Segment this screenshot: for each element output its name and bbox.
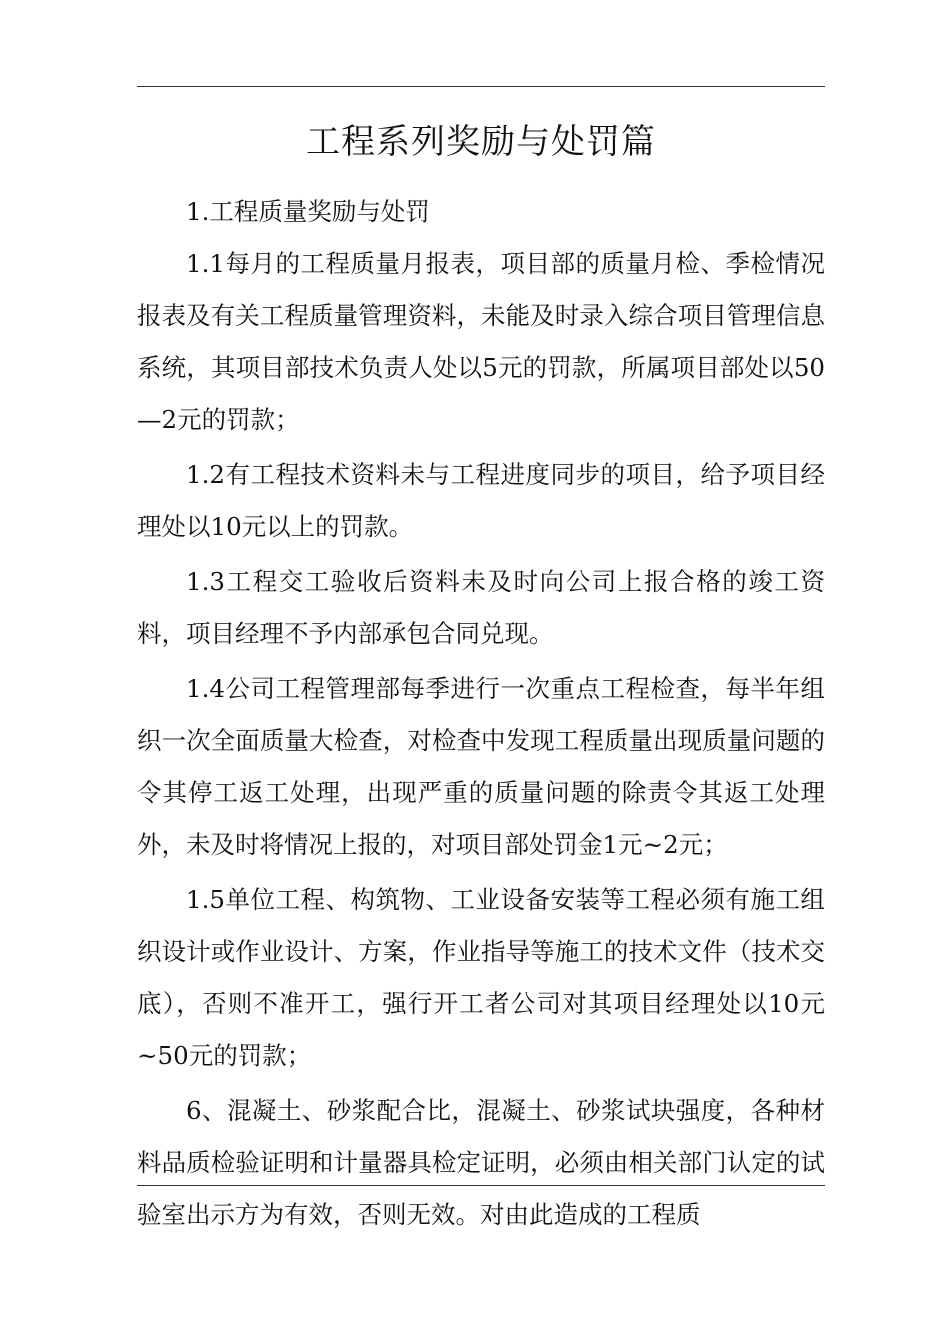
paragraph-1-2: 1.2有工程技术资料未与工程进度同步的项目，给予项目经理处以10元以上的罚款。 <box>137 460 825 541</box>
document-body <box>137 186 825 1244</box>
footer-rule <box>137 1185 825 1186</box>
paragraph-6: 6、混凝土、砂浆配合比，混凝土、砂浆试块强度，各种材料品质检验证明和计量器具检定证明，必须由相关部门认定的试验室出示方为有效，否则无效。对由此造成的工程质 <box>137 1096 825 1229</box>
header-rule <box>137 86 825 87</box>
section-heading: 1.工程质量奖励与处罚 <box>186 197 430 226</box>
paragraph-1-3: 1.3工程交工验收后资料未及时向公司上报合格的竣工资料，项目经理不予内部承包合同兑现。 <box>137 567 825 648</box>
paragraph-1-4: 1.4公司工程管理部每季进行一次重点工程检查，每半年组织一次全面质量大检查，对检查中发现工程质量出现质量问题的令其停工返工处理，出现严重的质量问题的除责令其返工处理外，未及时将情况上报的，对项目部处罚金1元~2元； <box>137 674 825 859</box>
paragraph-1-1: 1.1每月的工程质量月报表，项目部的质量月检、季检情况报表及有关工程质量管理资料，未能及时录入综合项目管理信息系统，其项目部技术负责人处以5元的罚款，所属项目部处以50—2元的罚款； <box>137 249 825 434</box>
page-title: 工程系列奖励与处罚篇 <box>306 122 656 162</box>
paragraph-1-5: 1.5单位工程、构筑物、工业设备安装等工程必须有施工组织设计或作业设计、方案，作业指导等施工的技术文件（技术交底），否则不准开工，强行开工者公司对其项目经理处以10元~50元的罚款； <box>137 885 825 1070</box>
